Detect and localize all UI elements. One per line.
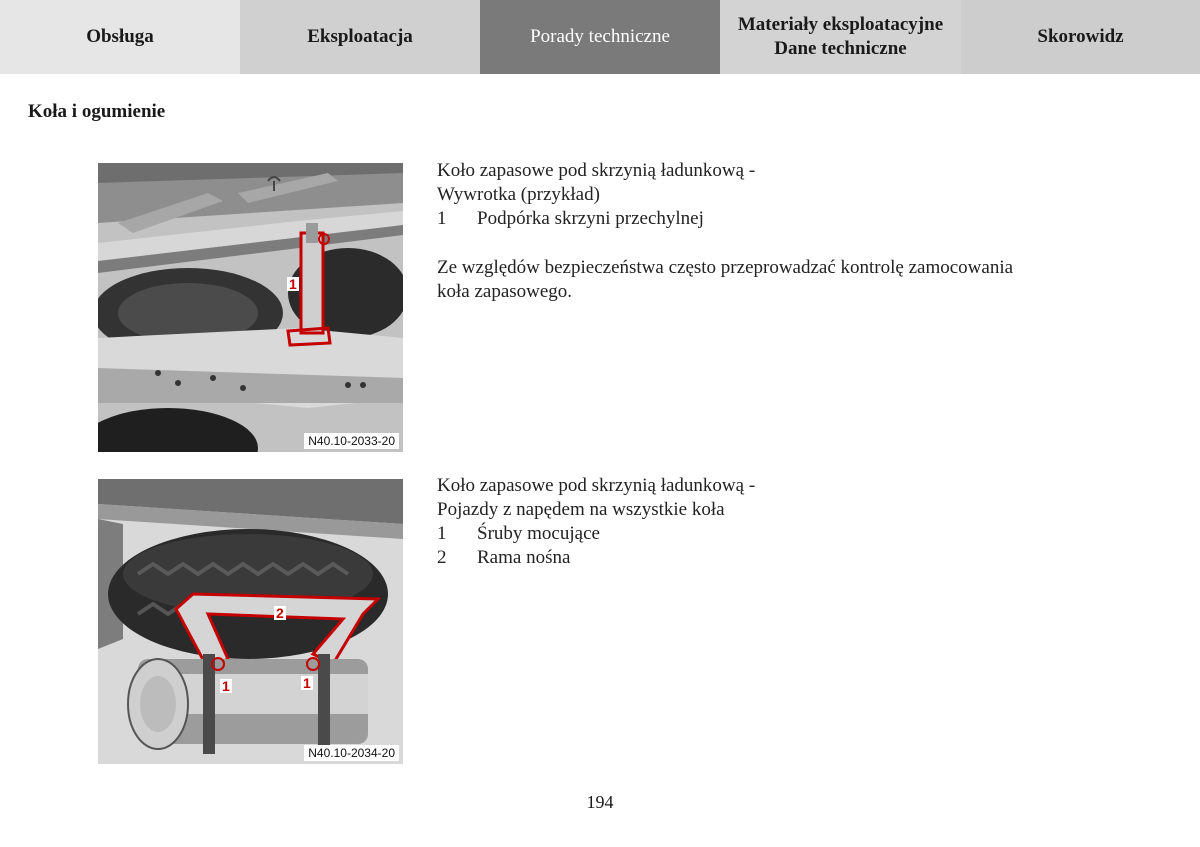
tab-materialy-dane-techniczne[interactable] (720, 0, 961, 74)
tab-label: Eksploatacja (307, 26, 413, 47)
note-line: koła zapasowego. (437, 281, 573, 302)
tab-obsluga[interactable] (0, 0, 240, 74)
legend-number: 1 (437, 208, 447, 229)
figure-illustration (98, 163, 403, 452)
safety-note (437, 256, 1077, 304)
legend-text: Podpórka skrzyni przechylnej (477, 208, 704, 229)
figure-awd-spare-wheel (98, 479, 403, 764)
figure-illustration (98, 479, 403, 764)
legend-item (437, 522, 755, 546)
callout-1-left: 1 (222, 678, 230, 694)
legend-item (437, 207, 755, 231)
tab-label: Porady techniczne (530, 26, 670, 47)
legend-number: 2 (437, 547, 447, 568)
section-title: Koła i ogumienie (28, 101, 166, 122)
tab-porady-techniczne[interactable] (480, 0, 720, 74)
figure-code: N40.10-2033-20 (304, 433, 399, 449)
tab-label: Materiały eksploatacyjne Dane techniczne (737, 14, 944, 59)
tab-eksploatacja[interactable] (240, 0, 480, 74)
legend-number: 1 (437, 523, 447, 544)
caption-awd (437, 474, 755, 570)
chapter-tabs (0, 0, 1200, 74)
figure-tipper-spare-wheel (98, 163, 403, 452)
caption-heading-line: Koło zapasowe pod skrzynią ładunkową - (437, 475, 756, 496)
figure-code: N40.10-2034-20 (304, 745, 399, 761)
tab-label: Obsługa (86, 26, 154, 47)
caption-tipper (437, 159, 755, 231)
page-number: 194 (586, 792, 614, 812)
note-line: Ze względów bezpieczeństwa często przeprowadzać kontrolę zamocowania (437, 257, 1014, 278)
legend-text: Śruby mocujące (477, 523, 600, 544)
legend-item (437, 546, 755, 570)
tab-skorowidz[interactable] (961, 0, 1200, 74)
callout-1-right: 1 (303, 675, 311, 691)
caption-heading-line: Koło zapasowe pod skrzynią ładunkową - (437, 160, 756, 181)
caption-heading-line: Pojazdy z napędem na wszystkie koła (437, 499, 725, 520)
legend-text: Rama nośna (477, 547, 571, 568)
callout-2: 2 (276, 605, 284, 621)
tab-label: Skorowidz (1037, 26, 1124, 47)
callout-1: 1 (289, 276, 297, 292)
caption-heading-line: Wywrotka (przykład) (437, 184, 600, 205)
